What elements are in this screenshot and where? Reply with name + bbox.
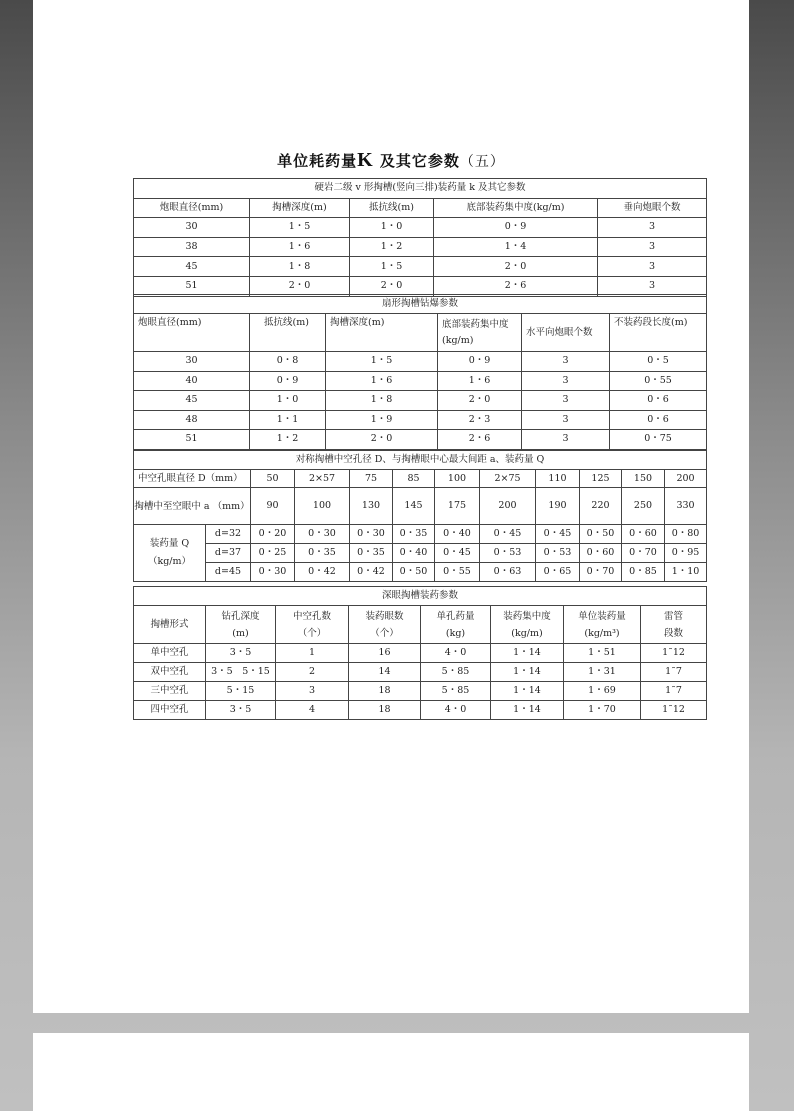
cell: 双中空孔 [134,663,206,682]
cell: 0・35 [295,544,350,563]
cell: 1・2 [250,430,326,450]
cell: 14 [349,663,421,682]
cell: 150 [622,470,665,488]
cell: 单中空孔 [134,644,206,663]
cell: 1˜7 [641,682,707,701]
table-row [134,682,707,701]
cell: 0・9 [438,352,522,372]
table-row [134,701,707,720]
cell: 2×57 [295,470,350,488]
cell: 250 [622,488,665,525]
cell: 3 [598,257,707,277]
table-title: 扇形掏槽钻爆参数 [134,295,707,314]
cell: 0・50 [580,525,622,544]
table-row [134,218,707,238]
cell: 0・55 [610,371,707,391]
cell: 50 [251,470,295,488]
page-title: 单位耗药量K 及其它参数（五） [277,149,505,171]
cell: 3 [276,682,349,701]
next-page [33,1033,749,1111]
cell: 2・0 [350,276,434,296]
cell: 2・0 [438,391,522,411]
cell: 3 [522,391,610,411]
cell: 0・42 [295,563,350,582]
cell: 1・5 [326,352,438,372]
cell: 1˜12 [641,644,707,663]
cell: d=37 [206,544,251,563]
table-row [134,237,707,257]
cell: 110 [536,470,580,488]
cell: 5・15 [206,682,276,701]
cell: 0・53 [480,544,536,563]
cell: 175 [435,488,480,525]
cell: 0・53 [536,544,580,563]
cell: 2・0 [250,276,350,296]
cell: 0・9 [434,218,598,238]
cell: 1 [276,644,349,663]
cell: 145 [393,488,435,525]
cell: 200 [480,488,536,525]
cell: 3・5 [206,701,276,720]
cell: 1・70 [564,701,641,720]
cell: 30 [134,218,250,238]
table-row [134,410,707,430]
cell: 45 [134,391,250,411]
row-label: 掏槽中至空眼中 a （mm） [134,488,251,525]
cell: 3・5 5・15 [206,663,276,682]
cell: 4・0 [421,644,491,663]
cell: 2・6 [438,430,522,450]
cell: 100 [295,488,350,525]
cell: 200 [665,470,707,488]
col-header: 掏槽深度(m) [326,314,438,352]
cell: 0・50 [393,563,435,582]
cell: 0・25 [251,544,295,563]
cell: 0・45 [435,544,480,563]
cell: 3 [598,218,707,238]
cell: 38 [134,237,250,257]
cell: 2・0 [326,430,438,450]
cell: 16 [349,644,421,663]
cell: 1・14 [491,701,564,720]
cell: 2 [276,663,349,682]
cell: 0・40 [435,525,480,544]
cell: 1・14 [491,644,564,663]
cell: 1˜12 [641,701,707,720]
cell: 0・30 [350,525,393,544]
cell: 1・2 [350,237,434,257]
table-title: 对称掏槽中空孔径 D、与掏槽眼中心最大间距 a、装药量 Q [134,451,707,470]
cell: 0・42 [350,563,393,582]
cell: 1・51 [564,644,641,663]
cell: 18 [349,701,421,720]
col-header: 装药眼数 （个） [349,606,421,644]
col-header: 钻孔深度 (m) [206,606,276,644]
cell: 1・6 [438,371,522,391]
cell: 0・70 [622,544,665,563]
col-header: 不装药段长度(m) [610,314,707,352]
col-header: 炮眼直径(mm) [134,314,250,352]
cell: 220 [580,488,622,525]
col-header: 雷管 段数 [641,606,707,644]
col-header: 垂向炮眼个数 [598,198,707,218]
col-header: 中空孔数 （个） [276,606,349,644]
cell: 0・6 [610,391,707,411]
cell: 0・65 [536,563,580,582]
cell: 0・35 [393,525,435,544]
cell: 1・69 [564,682,641,701]
cell: 5・85 [421,663,491,682]
cell: 1・9 [326,410,438,430]
cell: 3 [598,237,707,257]
cell: 3・5 [206,644,276,663]
cell: d=32 [206,525,251,544]
table-row [134,371,707,391]
cell: 3 [598,276,707,296]
table-title: 硬岩二级 v 形掏槽(竖向三排)装药量 k 及其它参数 [134,179,707,199]
col-header: 掏槽形式 [134,606,206,644]
cell: 0・55 [435,563,480,582]
cell: 0・40 [393,544,435,563]
cell: 3 [522,430,610,450]
cell: 四中空孔 [134,701,206,720]
cell: 4 [276,701,349,720]
table-row [134,352,707,372]
cell: 51 [134,276,250,296]
cell: 3 [522,410,610,430]
cell: 190 [536,488,580,525]
cell: 0・60 [622,525,665,544]
col-header: 掏槽深度(m) [250,198,350,218]
col-header: 水平向炮眼个数 [522,314,610,352]
cell: 51 [134,430,250,450]
col-header: 抵抗线(m) [250,314,326,352]
cell: 45 [134,257,250,277]
cell: 85 [393,470,435,488]
row-label: 装药量 Q（kg/m） [134,525,206,582]
cell: 0・6 [610,410,707,430]
cell: 2・6 [434,276,598,296]
cell: 1・8 [326,391,438,411]
cell: 1・14 [491,663,564,682]
cell: 48 [134,410,250,430]
col-header: 底部装药集中度(kg/m) [434,198,598,218]
col-header: 单位装药量 (kg/m³) [564,606,641,644]
cell: 1・0 [250,391,326,411]
table-row [134,257,707,277]
col-header: 装药集中度 (kg/m) [491,606,564,644]
cell: 3 [522,371,610,391]
fan-cut-table [133,294,707,450]
cell: 40 [134,371,250,391]
cell: 0・5 [610,352,707,372]
table-title: 深眼掏槽装药参数 [134,587,707,606]
table-row [134,663,707,682]
col-header: 底部装药集中度(kg/m) [438,314,522,352]
cell: 1・0 [350,218,434,238]
cell: 1・1 [250,410,326,430]
cell: 0・30 [295,525,350,544]
cell: 三中空孔 [134,682,206,701]
cell: 1・6 [250,237,350,257]
cell: 1・14 [491,682,564,701]
col-header: 抵抗线(m) [350,198,434,218]
cell: 4・0 [421,701,491,720]
cell: 0・35 [350,544,393,563]
cell: 2×75 [480,470,536,488]
cell: 0・9 [250,371,326,391]
cell: 130 [350,488,393,525]
cell: 1・4 [434,237,598,257]
cell: 3 [522,352,610,372]
cell: 1・31 [564,663,641,682]
cell: 0・85 [622,563,665,582]
cell: 1˜7 [641,663,707,682]
cell: 0・60 [580,544,622,563]
cell: 125 [580,470,622,488]
cell: 0・63 [480,563,536,582]
cell: 0・20 [251,525,295,544]
document-page [33,0,749,1013]
table-row [134,391,707,411]
cell: 18 [349,682,421,701]
cell: 0・75 [610,430,707,450]
cell: 0・45 [536,525,580,544]
cell: 75 [350,470,393,488]
cell: 1・5 [250,218,350,238]
col-header: 炮眼直径(mm) [134,198,250,218]
cell: 0・30 [251,563,295,582]
cell: 2・0 [434,257,598,277]
cell: 0・70 [580,563,622,582]
cell: 5・85 [421,682,491,701]
cell: 0・45 [480,525,536,544]
cell: 90 [251,488,295,525]
cell: 100 [435,470,480,488]
row-label: 中空孔眼直径 D（mm） [134,470,251,488]
cell: d=45 [206,563,251,582]
v-cut-table [133,178,707,297]
cell: 1・5 [350,257,434,277]
cell: 30 [134,352,250,372]
table-row [134,430,707,450]
cell: 1・8 [250,257,350,277]
table-row [134,644,707,663]
cell: 0・8 [250,352,326,372]
cell: 1・10 [665,563,707,582]
deep-cut-table [133,586,707,720]
cell: 2・3 [438,410,522,430]
cell: 1・6 [326,371,438,391]
col-header: 单孔药量 (kg) [421,606,491,644]
cell: 0・80 [665,525,707,544]
symmetric-cut-table [133,450,707,582]
cell: 330 [665,488,707,525]
cell: 0・95 [665,544,707,563]
